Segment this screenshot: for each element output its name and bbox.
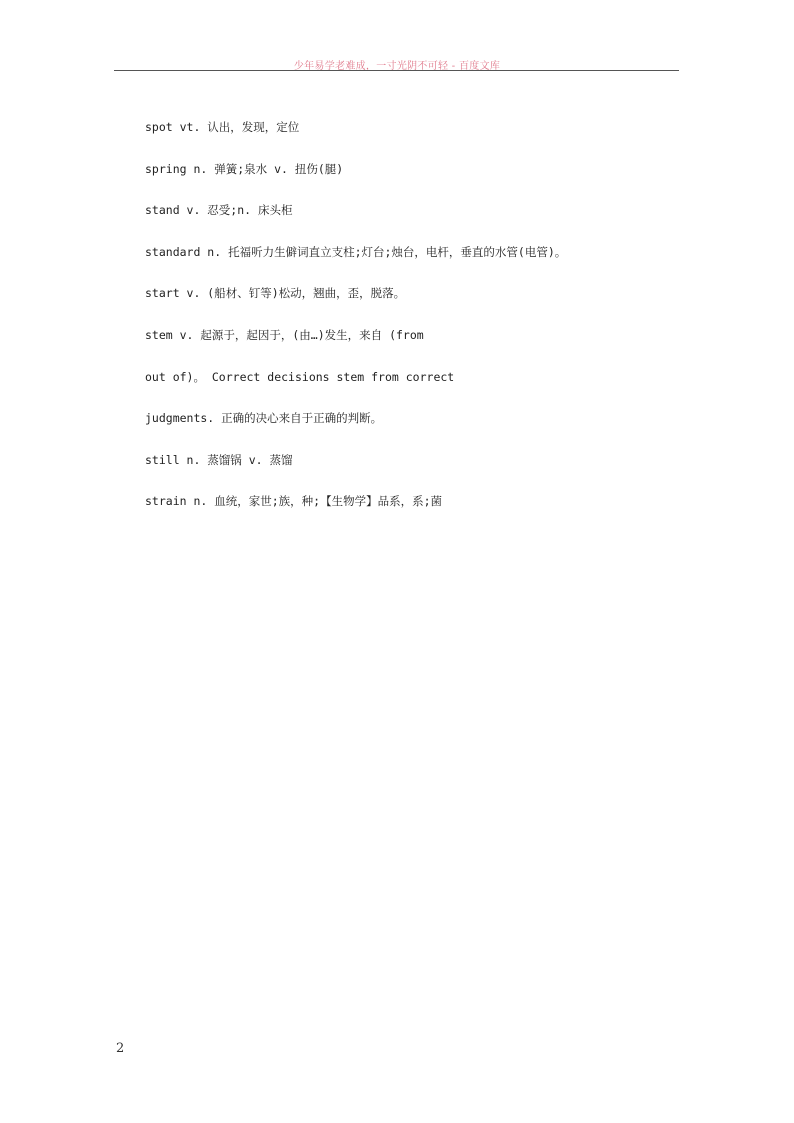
vocab-entry-strain: strain n. 血统，家世;族，种;【生物学】品系，系;菌: [145, 494, 443, 509]
vocabulary-list: [145, 118, 685, 534]
vocab-entry-stem-continued: out of)。 Correct decisions stem from correct: [145, 369, 455, 384]
vocab-entry-spring: spring n. 弹簧;泉水 v. 扭伤(腿): [145, 161, 344, 176]
vocab-entry-spot: spot vt. 认出，发现，定位: [145, 120, 300, 134]
page-header-text: 少年易学老难成，一寸光阴不可轻 - 百度文库: [293, 61, 501, 72]
vocab-entry-still: still n. 蒸馏锅 v. 蒸馏: [145, 452, 293, 467]
page-number: 2: [116, 1041, 125, 1056]
vocab-entry-start: start v. (船材、钉等)松动，翘曲，歪，脱落。: [145, 286, 406, 301]
vocab-entry-stem-example: judgments. 正确的决心来自于正确的判断。: [145, 411, 383, 426]
header-divider: [114, 70, 679, 71]
vocab-entry-standard: standard n. 托福听力生僻词直立支柱;灯台;烛台，电杆，垂直的水管(电管)。: [145, 244, 567, 259]
vocab-entry-stand: stand v. 忍受;n. 床头柜: [145, 203, 293, 218]
vocab-entry-stem: stem v. 起源于，起因于，(由…)发生，来自 (from: [145, 327, 424, 342]
